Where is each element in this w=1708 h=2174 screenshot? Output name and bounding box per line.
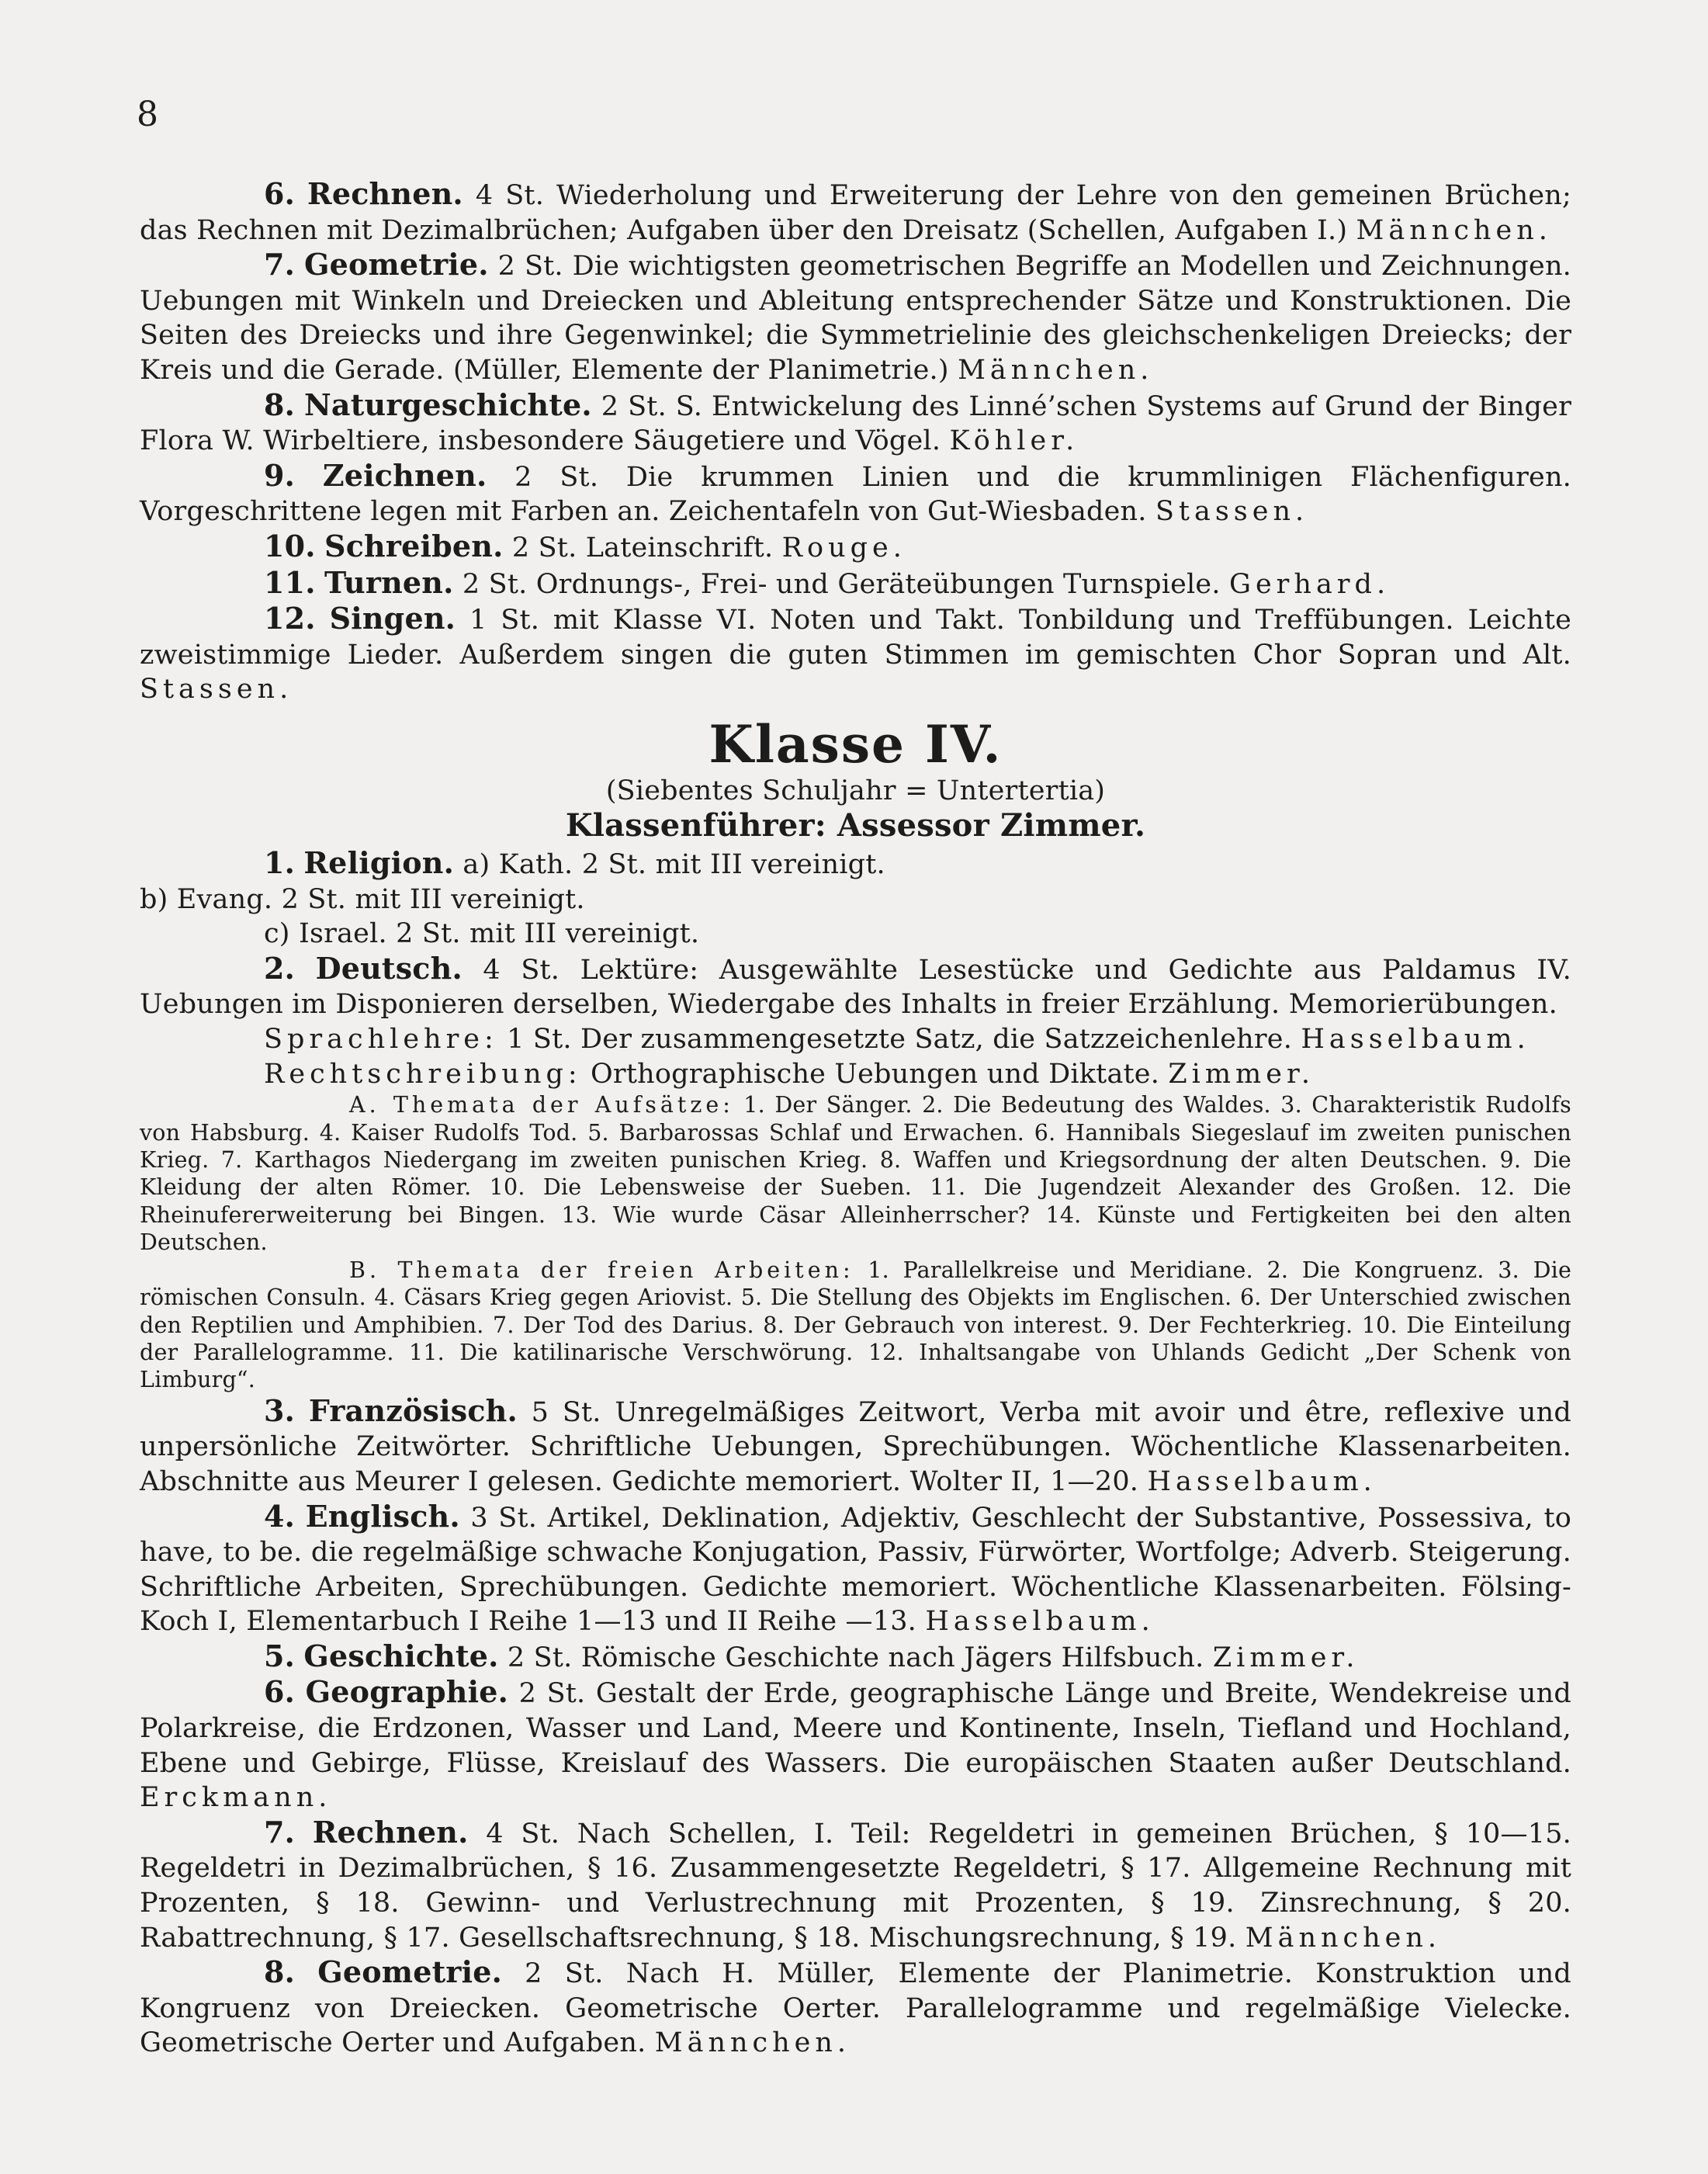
- religion-evang: b) Evang. 2 St. mit III vereinigt.: [140, 883, 585, 915]
- subject-englisch-4: 4. Englisch. 3 St. Artikel, Deklination, Adjektiv, Geschlecht der Substantive, Possessiva, to have, to be. die regelmäßige schwache Konjugation, Passiv, Fürwörter, Wortfolge; Adverb. Steigerung. Schriftliche Arbeiten, Sprechübungen. Gedichte memoriert. Wöchentliche Klassenarbeiten. Fölsing-Koch I, Elementarbuch I Reihe 1—13 und II Reihe —13. Hasselbaum.: [140, 1498, 1571, 1638]
- subject-rechnen-5: 6. Rechnen. 4 St. Wiederholung und Erweiterung der Lehre von den gemeinen Brüchen; das Rechnen mit Dezimalbrüchen; Aufgaben über den Dreisatz (Schellen, Aufgaben I.) Männchen.: [140, 176, 1571, 246]
- subject-naturgeschichte-5: 8. Naturgeschichte. 2 St. S. Entwickelung des Linné’schen Systems auf Grund der Binger Flora W. Wirbeltiere, insbesondere Säugetiere und Vögel. Köhler.: [140, 387, 1572, 457]
- subject-deutsch-4: 2. Deutsch. 4 St. Lektüre: Ausgewählte Lesestücke und Gedichte aus Paldamus IV. Uebungen im Disponieren derselben, Wiedergabe des Inhalts in freier Erzählung. Memorierübungen.: [140, 950, 1571, 1021]
- class-subheading: (Siebentes Schuljahr = Untertertia): [605, 775, 1106, 806]
- teacher-name: Stassen.: [1155, 496, 1309, 528]
- teacher-name: Männchen.: [1245, 1922, 1442, 1954]
- deutsch-rechtschreibung: Rechtschreibung: Orthographische Uebungen und Diktate. Zimmer.: [264, 1058, 1315, 1090]
- subject-singen-5: 12. Singen. 1 St. mit Klasse VI. Noten und Takt. Tonbildung und Treffübungen. Leichte zweistimmige Lieder. Außerdem singen die guten Stimmen im gemischten Chor Sopran und Alt. Stassen.: [140, 601, 1572, 706]
- subject-geometrie-4: 8. Geometrie. 2 St. Nach H. Müller, Elemente der Planimetrie. Konstruktion und Kongruenz von Dreiecken. Geometrische Oerter. Parallelogramme und regelmäßige Vielecke. Geometrische Oerter und Aufgaben. Männchen.: [140, 1954, 1572, 2059]
- teacher-name: Männchen.: [1356, 214, 1552, 246]
- subject-geographie-4: 6. Geographie. 2 St. Gestalt der Erde, geographische Länge und Breite, Wendekreise und Polarkreise, die Erdzonen, Wasser und Land, Meere und Kontinente, Inseln, Tiefland und Hochland, Ebene und Gebirge, Flüsse, Kreislauf des Wassers. Die europäischen Staaten außer Deutschland. Erckmann.: [140, 1674, 1571, 1814]
- teacher-name: Rouge.: [781, 532, 906, 563]
- subject-schreiben-5: 10. Schreiben. 2 St. Lateinschrift. Rouge.: [264, 528, 906, 563]
- subject-zeichnen-5: 9. Zeichnen. 2 St. Die krummen Linien und die krummlinigen Flächenfiguren. Vorgeschrittene legen mit Farben an. Zeichentafeln von Gut-Wiesbaden. Stassen.: [140, 457, 1572, 528]
- teacher-name: Männchen.: [654, 2027, 851, 2059]
- teacher-name: Erckmann.: [140, 1782, 332, 1814]
- teacher-name: Zimmer.: [1168, 1058, 1315, 1090]
- class-leader: Klassenführer: Assessor Zimmer.: [565, 806, 1146, 844]
- deutsch-sprachlehre: Sprachlehre: 1 St. Der zusammengesetzte Satz, die Satzzeichenlehre. Hasselbaum.: [264, 1024, 1530, 1056]
- subject-turnen-5: 11. Turnen. 2 St. Ordnungs-, Frei- und Geräteübungen Turnspiele. Gerhard.: [264, 564, 1391, 600]
- class-heading: Klasse IV.: [708, 713, 1003, 775]
- teacher-name: Hasselbaum.: [1147, 1465, 1377, 1497]
- deutsch-themes-b: B. Themata der freien Arbeiten: 1. Parallelkreise und Meridiane. 2. Die Kongruenz. 3. Die römischen Consuln. 4. Cäsars Krieg gegen Ariovist. 5. Die Stellung des Objekts im Englischen. 6. Der Unterschied zwischen den Reptilien und Amphibien. 7. Der Tod des Darius. 8. Der Gebrauch von interest. 9. Der Fechterkrieg. 10. Die Einteilung der Parallelogramme. 11. Die katilinarische Verschwörung. 12. Inhaltsangabe von Uhlands Gedicht „Der Schenk von Limburg“.: [140, 1257, 1572, 1393]
- page-number: 8: [137, 95, 158, 134]
- subject-rechnen-4: 7. Rechnen. 4 St. Nach Schellen, I. Teil: Regeldetri in gemeinen Brüchen, § 10—15. Regeldetri in Dezimalbrüchen, § 16. Zusammengesetzte Regeldetri, § 17. Allgemeine Rechnung mit Prozenten, § 18. Gewinn- und Verlustrechnung mit Prozenten, § 19. Zinsrechnung, § 20. Rabattrechnung, § 17. Gesellschaftsrechnung, § 18. Mischungsrechnung, § 19. Männchen.: [140, 1814, 1571, 1954]
- subject-geometrie-5: 7. Geometrie. 2 St. Die wichtigsten geometrischen Begriffe an Modellen und Zeichnungen. Uebungen mit Winkeln und Dreiecken und Ableitung entsprechender Sätze und Konstruktionen. Die Seiten des Dreiecks und ihre Gegenwinkel; die Symmetrielinie des gleichschenkeligen Dreiecks; der Kreis und die Gerade. (Müller, Elemente der Planimetrie.) Männchen.: [140, 247, 1572, 386]
- teacher-name: Köhler.: [949, 425, 1079, 457]
- subject-franzoesisch-4: 3. Französisch. 5 St. Unregelmäßiges Zeitwort, Verba mit avoir und être, reflexive und unpersönliche Zeitwörter. Schriftliche Uebungen, Sprechübungen. Wöchentliche Klassenarbeiten. Abschnitte aus Meurer I gelesen. Gedichte memoriert. Wolter II, 1—20. Hasselbaum.: [140, 1392, 1572, 1497]
- teacher-name: Hasselbaum.: [1301, 1024, 1530, 1056]
- religion-israel: c) Israel. 2 St. mit III vereinigt.: [264, 918, 700, 950]
- teacher-name: Zimmer.: [1212, 1642, 1360, 1673]
- subject-religion-4: 1. Religion. a) Kath. 2 St. mit III vereinigt.: [264, 845, 885, 881]
- teacher-name: Männchen.: [958, 354, 1154, 386]
- page-content: [140, 177, 1571, 2061]
- teacher-name: Stassen.: [140, 674, 293, 706]
- subject-geschichte-4: 5. Geschichte. 2 St. Römische Geschichte nach Jägers Hilfsbuch. Zimmer.: [264, 1638, 1360, 1673]
- deutsch-themes-a: A. Themata der Aufsätze: 1. Der Sänger. 2. Die Bedeutung des Waldes. 3. Charakteristik Rudolfs von Habsburg. 4. Kaiser Rudolfs Tod. 5. Barbarossas Schlaf und Erwachen. 6. Hannibals Siegeslauf im zweiten punischen Krieg. 7. Karthagos Niedergang im zweiten punischen Krieg. 8. Waffen und Kriegsordnung der alten Deutschen. 9. Die Kleidung der alten Römer. 10. Die Lebensweise der Sueben. 11. Die Jugendzeit Alexander des Großen. 12. Die Rheinufererweiterung bei Bingen. 13. Wie wurde Cäsar Alleinherrscher? 14. Künste und Fertigkeiten bei den alten Deutschen.: [140, 1092, 1572, 1256]
- teacher-name: Hasselbaum.: [925, 1606, 1155, 1638]
- teacher-name: Gerhard.: [1229, 568, 1391, 600]
